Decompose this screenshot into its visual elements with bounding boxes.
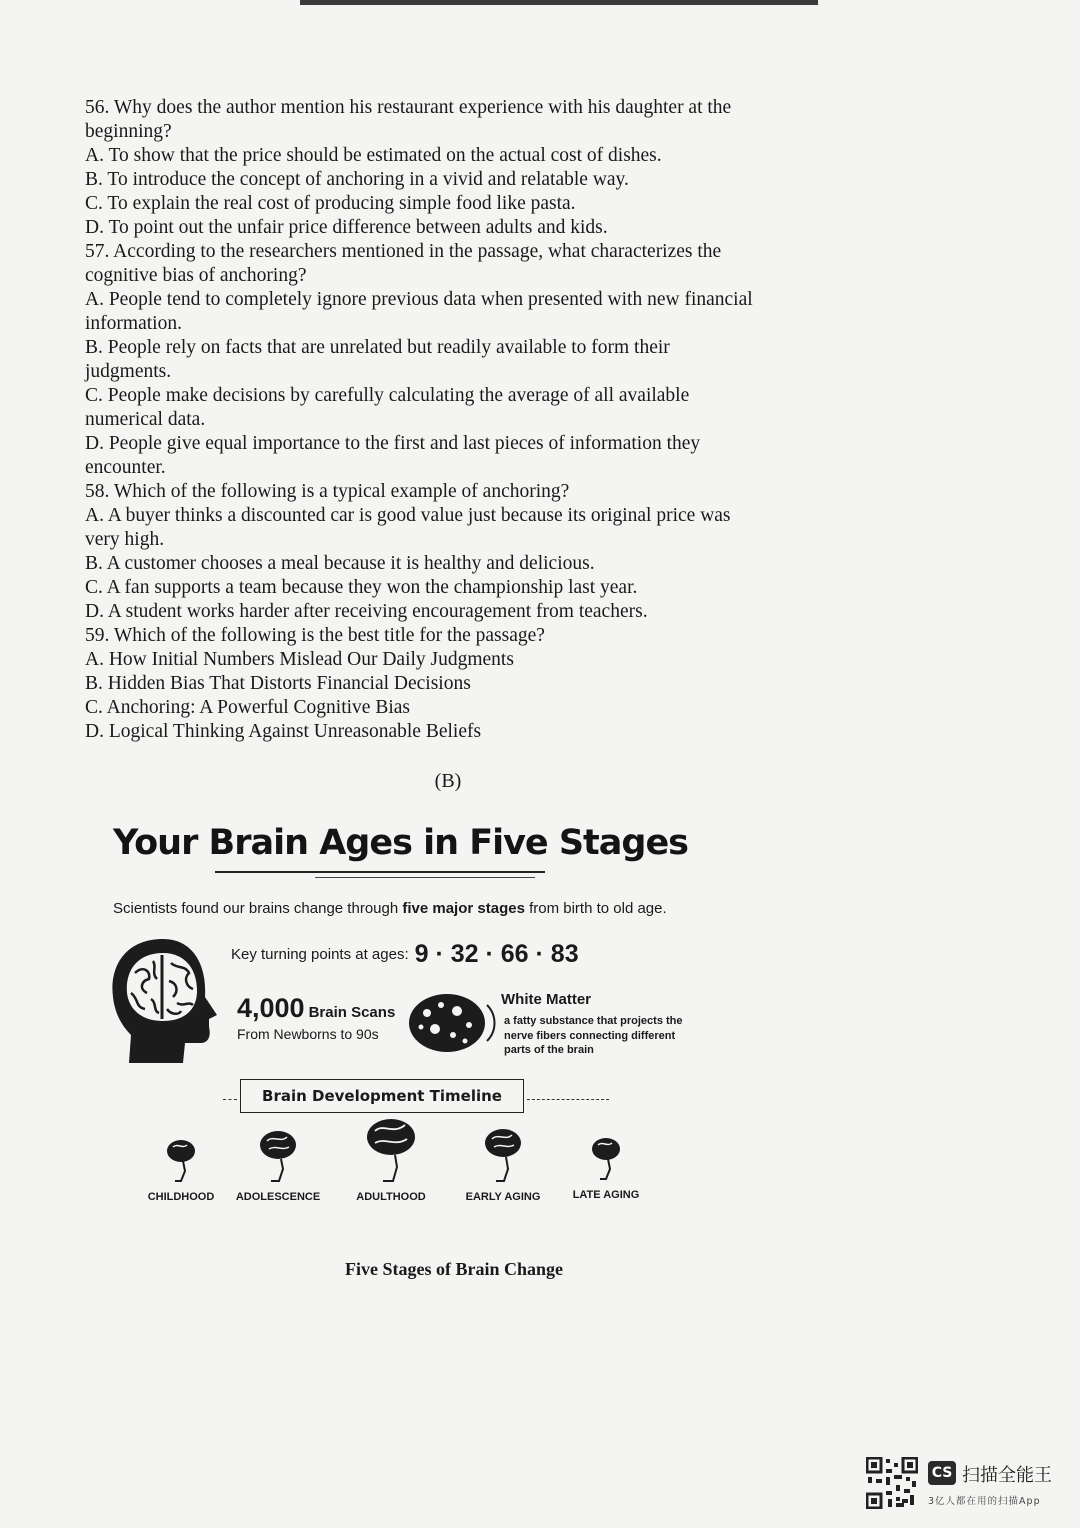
late-aging-brain-icon xyxy=(584,1133,628,1185)
question-line: D. Logical Thinking Against Unreasonable Beliefs xyxy=(85,721,482,742)
key-points-label: Key turning points at ages: xyxy=(231,946,409,963)
question-line: C. A fan supports a team because they won the championship last year. xyxy=(85,577,638,598)
stage-label: ADULTHOOD xyxy=(356,1191,426,1203)
question-line: beginning? xyxy=(85,121,172,142)
question-line: A. How Initial Numbers Mislead Our Daily Judgments xyxy=(85,649,514,670)
stage-adolescence xyxy=(223,1127,333,1203)
white-matter-brain-icon xyxy=(407,991,501,1055)
question-line: A. People tend to completely ignore previous data when presented with new financial xyxy=(85,289,753,310)
subtitle-text-end: from birth to old age. xyxy=(524,900,667,917)
question-line: numerical data. xyxy=(85,409,206,430)
camscanner-logo: CS xyxy=(928,1461,956,1485)
scans-label: Brain Scans xyxy=(308,1004,396,1021)
scans-number: 4,000 xyxy=(237,993,305,1023)
question-line: B. To introduce the concept of anchoring in a vivid and relatable way. xyxy=(85,169,629,190)
question-line: A. To show that the price should be estimated on the actual cost of dishes. xyxy=(85,145,662,166)
head-brain-icon xyxy=(105,935,223,1067)
adulthood-brain-icon xyxy=(361,1115,421,1187)
stage-label: LATE AGING xyxy=(572,1189,640,1201)
childhood-brain-icon xyxy=(159,1135,203,1187)
scans-range: From Newborns to 90s xyxy=(237,1026,379,1042)
key-points-ages: 9 · 32 · 66 · 83 xyxy=(414,940,579,968)
figure-caption: Five Stages of Brain Change xyxy=(345,1259,563,1279)
timeline-dash-left xyxy=(223,1099,237,1100)
title-underline xyxy=(215,871,545,873)
question-line: B. Hidden Bias That Distorts Financial Decisions xyxy=(85,673,471,694)
question-line: judgments. xyxy=(85,361,172,382)
scan-edge-bar xyxy=(300,0,818,5)
question-line: D. To point out the unfair price difference between adults and kids. xyxy=(85,217,608,238)
question-line: D. A student works harder after receiving encouragement from teachers. xyxy=(85,601,648,622)
white-matter-description: a fatty substance that projects the nerve fibers connecting different parts of the brain xyxy=(504,1015,683,1056)
question-line: D. People give equal importance to the first and last pieces of information they xyxy=(85,433,701,454)
question-line: 56. Why does the author mention his restaurant experience with his daughter at the xyxy=(85,97,732,118)
subtitle-emphasis: five major stages xyxy=(402,900,525,917)
question-line: 57. According to the researchers mentioned in the passage, what characterizes the xyxy=(85,241,722,262)
question-line: C. Anchoring: A Powerful Cognitive Bias xyxy=(85,697,410,718)
question-line: encounter. xyxy=(85,457,166,478)
adolescence-brain-icon xyxy=(253,1127,303,1187)
question-line: very high. xyxy=(85,529,165,550)
stage-label: ADOLESCENCE xyxy=(235,1191,321,1203)
question-line: A. A buyer thinks a discounted car is good value just because its original price was xyxy=(85,505,731,526)
timeline-dash-right xyxy=(527,1099,609,1100)
infographic-title: Your Brain Ages in Five Stages xyxy=(113,823,689,863)
timeline-title: Brain Development Timeline xyxy=(240,1079,524,1113)
brain-infographic xyxy=(105,815,705,1235)
camscanner-tagline: 3亿人都在用的扫描App xyxy=(928,1496,1041,1507)
question-line: B. A customer chooses a meal because it is healthy and delicious. xyxy=(85,553,595,574)
section-label: (B) xyxy=(434,770,462,792)
stage-label: CHILDHOOD xyxy=(147,1191,215,1203)
subtitle-text-start: Scientists found our brains change through xyxy=(113,900,403,917)
infographic-subtitle xyxy=(113,900,667,917)
question-line: information. xyxy=(85,313,182,334)
stage-early-aging xyxy=(448,1125,558,1203)
stage-late-aging xyxy=(551,1133,661,1201)
brain-scans-stat xyxy=(237,993,395,1042)
question-line: 58. Which of the following is a typical example of anchoring? xyxy=(85,481,570,502)
title-underline-thin xyxy=(315,877,535,878)
white-matter-title: White Matter xyxy=(501,991,591,1008)
qr-code-icon xyxy=(866,1457,918,1509)
question-line: C. To explain the real cost of producing simple food like pasta. xyxy=(85,193,576,214)
camscanner-name: 扫描全能王 xyxy=(962,1465,1052,1486)
question-list xyxy=(85,96,825,744)
stage-childhood xyxy=(126,1135,236,1203)
stage-adulthood xyxy=(336,1115,446,1203)
question-line: cognitive bias of anchoring? xyxy=(85,265,307,286)
question-line: C. People make decisions by carefully calculating the average of all available xyxy=(85,385,690,406)
key-turning-points xyxy=(231,940,579,969)
question-line: B. People rely on facts that are unrelated but readily available to form their xyxy=(85,337,670,358)
early-aging-brain-icon xyxy=(478,1125,528,1187)
stage-label: EARLY AGING xyxy=(465,1191,541,1203)
question-line: 59. Which of the following is the best title for the passage? xyxy=(85,625,545,646)
